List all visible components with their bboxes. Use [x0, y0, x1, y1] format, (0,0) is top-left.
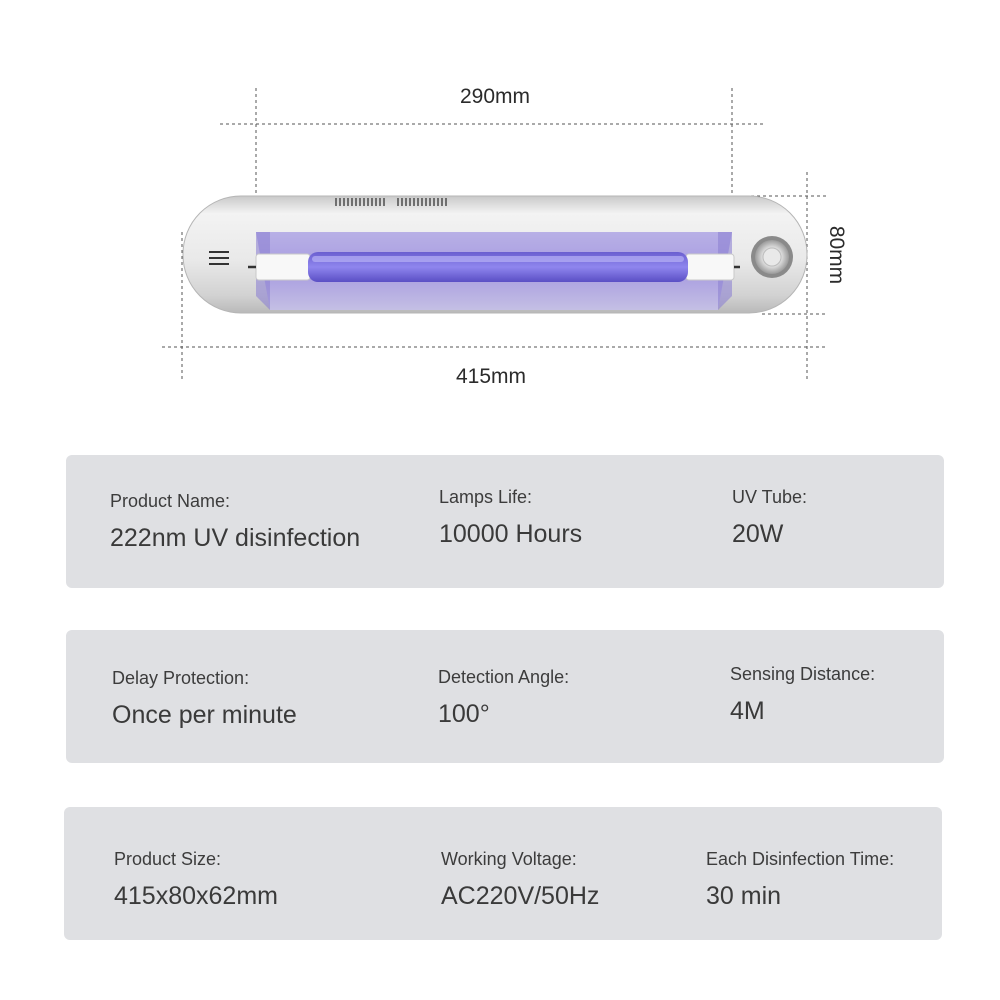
motion-sensor-icon [751, 236, 793, 278]
spec-product-size [114, 849, 278, 911]
spec-label: Product Name: [110, 491, 231, 511]
spec-label: Product Size: [114, 849, 222, 869]
product-diagram [0, 0, 1000, 420]
spec-label: Lamps Life: [439, 487, 533, 507]
spec-value: 10000 Hours [439, 520, 583, 548]
spec-lamps-life [439, 487, 582, 549]
spec-value: Once per minute [112, 701, 297, 729]
spec-label: UV Tube: [732, 487, 808, 507]
spec-label: Sensing Distance: [730, 664, 876, 684]
spec-value: 30 min [706, 882, 782, 910]
spec-value: 100° [438, 700, 490, 728]
spec-value: 4M [730, 697, 765, 725]
spec-uv-tube [732, 487, 807, 549]
height-label: 80mm [825, 225, 848, 285]
spec-card-sensor [66, 630, 944, 763]
spec-value: 222nm UV disinfection [110, 524, 361, 552]
spec-value: 20W [732, 520, 784, 548]
spec-detection-angle [438, 667, 569, 729]
spec-label: Detection Angle: [438, 667, 570, 687]
spec-sensing-distance [730, 664, 875, 726]
spec-card-electrical [64, 807, 942, 940]
spec-value: AC220V/50Hz [441, 882, 600, 910]
spec-label: Each Disinfection Time: [706, 849, 895, 869]
tube-end-cap-left [256, 254, 310, 280]
spec-disinfection-time [706, 849, 894, 911]
inner-length-label: 290mm [460, 85, 531, 108]
spec-label: Delay Protection: [112, 668, 250, 688]
spec-label: Working Voltage: [441, 849, 577, 869]
uv-lamp-illustration [0, 0, 1000, 420]
spec-card-general [66, 455, 944, 588]
tube-end-cap-right [686, 254, 734, 280]
total-length-label: 415mm [456, 365, 527, 388]
spec-delay-protection [112, 668, 297, 730]
spec-product-name [110, 491, 360, 553]
spec-value: 415x80x62mm [114, 882, 278, 910]
spec-working-voltage [441, 849, 599, 911]
